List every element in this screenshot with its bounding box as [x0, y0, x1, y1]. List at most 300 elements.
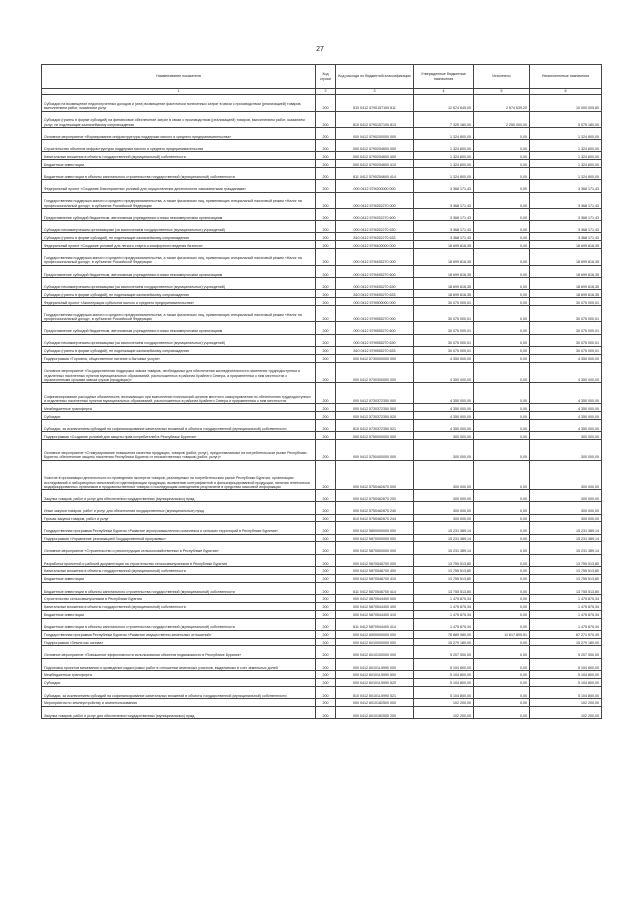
- table-row: [42, 706, 602, 718]
- row-approved: 102 200,00: [414, 706, 474, 718]
- row-kbk: 000 0412 579I200000 000: [336, 180, 414, 192]
- row-approved: 5 104 800,00: [414, 670, 474, 678]
- row-executed: 0,00: [474, 180, 530, 192]
- row-name: Строительство объектов инфраструктуры поддержки малого и среднего предпринимательства: [42, 140, 316, 152]
- row-remaining: 300 000,00: [530, 514, 602, 522]
- row-executed: 0,00: [474, 241, 530, 249]
- row-executed: 0,00: [474, 460, 530, 489]
- row-executed: 0,00: [474, 686, 530, 698]
- row-code: 200: [316, 221, 336, 233]
- table-row: [42, 265, 602, 277]
- row-code: 200: [316, 630, 336, 638]
- table-row: [42, 128, 602, 140]
- row-code: 200: [316, 698, 336, 706]
- row-executed: 0,00: [474, 618, 530, 630]
- row-code: 200: [316, 706, 336, 718]
- table-row: [42, 502, 602, 514]
- row-kbk: 810 0412 5790157100 813: [336, 111, 414, 128]
- table-row: [42, 362, 602, 383]
- row-code: 200: [316, 432, 336, 440]
- row-executed: 2 250 000,00: [474, 111, 530, 128]
- row-approved: 3 368 171,43: [414, 221, 474, 233]
- row-code: 200: [316, 490, 336, 502]
- row-approved: 3 368 171,43: [414, 192, 474, 209]
- row-executed: 0,00: [474, 582, 530, 594]
- row-remaining: 300 000,00: [530, 460, 602, 489]
- row-executed: 0,00: [474, 534, 530, 542]
- row-approved: 300 000,00: [414, 432, 474, 440]
- table-row: [42, 610, 602, 618]
- row-code: 200: [316, 419, 336, 431]
- row-executed: 0,00: [474, 305, 530, 322]
- row-kbk: 000 0412 5870544400 000: [336, 594, 414, 602]
- row-code: 200: [316, 411, 336, 419]
- table-row: [42, 95, 602, 112]
- row-kbk: 000 0412 6010182500 200: [336, 706, 414, 718]
- row-approved: 5 104 800,00: [414, 686, 474, 698]
- row-name: Государственная программа Республики Бурятия «Развитие имущественно-земельных отношений»: [42, 630, 316, 638]
- row-approved: 12 674 645,00: [414, 95, 474, 112]
- row-remaining: 3 368 171,43: [530, 180, 602, 192]
- row-kbk: 000 0412 5790254600 400: [336, 152, 414, 160]
- row-code: 200: [316, 160, 336, 168]
- row-remaining: 5 104 800,00: [530, 658, 602, 670]
- table-row: [42, 404, 602, 412]
- row-name: Прочая закупка товаров, работ и услуг: [42, 514, 316, 522]
- row-kbk: 000 0412 5870544400 410: [336, 610, 414, 618]
- row-code: 200: [316, 140, 336, 152]
- row-code: 200: [316, 383, 336, 404]
- budget-execution-table: [41, 64, 602, 719]
- row-kbk: 000 0412 579I400000 000: [336, 241, 414, 249]
- table-row: [42, 233, 602, 241]
- table-row: [42, 522, 602, 534]
- row-kbk: 000 0412 60101L5990 000: [336, 658, 414, 670]
- column-number: 5: [474, 89, 530, 95]
- row-kbk: 000 0412 5730372350 000: [336, 383, 414, 404]
- table-row: [42, 514, 602, 522]
- row-approved: 5 207 000,00: [414, 646, 474, 658]
- row-name: Субсидии (гранты в форме субсидий), не подлежащие казначейскому сопровождению: [42, 346, 316, 354]
- row-kbk: 000 0412 6010000000 000: [336, 638, 414, 646]
- table-row: [42, 602, 602, 610]
- row-approved: 15 231 389,14: [414, 522, 474, 534]
- table-row: [42, 698, 602, 706]
- row-executed: 11 617 809,51: [474, 630, 530, 638]
- row-approved: 102 200,00: [414, 698, 474, 706]
- row-remaining: 4 350 000,00: [530, 404, 602, 412]
- row-code: 200: [316, 566, 336, 574]
- row-approved: 18 699 816,35: [414, 277, 474, 289]
- row-name: Подпрограмма «Земля как основа»: [42, 638, 316, 646]
- row-remaining: 18 699 816,35: [530, 277, 602, 289]
- row-remaining: 3 368 171,43: [530, 209, 602, 221]
- row-kbk: 000 0412 579I555270 630: [336, 334, 414, 346]
- row-remaining: 1 324 800,00: [530, 152, 602, 160]
- row-code: 200: [316, 265, 336, 277]
- row-remaining: 5 104 800,00: [530, 686, 602, 698]
- row-code: 200: [316, 192, 336, 209]
- row-code: 200: [316, 618, 336, 630]
- row-executed: 0,00: [474, 502, 530, 514]
- row-executed: 0,00: [474, 566, 530, 574]
- row-name: Субсидии: [42, 678, 316, 686]
- row-code: 200: [316, 686, 336, 698]
- row-kbk: 000 0412 5870500000 000: [336, 542, 414, 554]
- row-executed: 0,00: [474, 322, 530, 334]
- row-code: 200: [316, 404, 336, 412]
- row-name: Государственная поддержка малого и среднего предпринимательства, а также физических лиц, применяющих специальный налоговый режим «Налог на профессиональный доход», в субъектах Российской Федерации: [42, 305, 316, 322]
- row-approved: 4 350 000,00: [414, 383, 474, 404]
- row-name: Бюджетные инвестиции: [42, 160, 316, 168]
- row-remaining: 300 000,00: [530, 432, 602, 440]
- row-remaining: 300 000,00: [530, 502, 602, 514]
- row-name: Разработка проектной и рабочей документации на строительство сельхозвыпускников в Республике Бурятия: [42, 554, 316, 566]
- row-approved: 1 324 800,00: [414, 168, 474, 180]
- row-kbk: 000 0412 5730300000 000: [336, 362, 414, 383]
- column-number: 4: [414, 89, 474, 95]
- row-remaining: 13 755 513,80: [530, 582, 602, 594]
- row-remaining: 30 075 000,01: [530, 305, 602, 322]
- row-code: 200: [316, 542, 336, 554]
- row-remaining: 1 324 800,00: [530, 140, 602, 152]
- row-approved: 18 699 816,35: [414, 265, 474, 277]
- page-number: 27: [316, 46, 324, 53]
- row-executed: 0,00: [474, 140, 530, 152]
- table-row: [42, 432, 602, 440]
- table-row: [42, 334, 602, 346]
- row-approved: 5 104 800,00: [414, 658, 474, 670]
- row-name: Закупка товаров, работ и услуг для обеспечения государственных (муниципальных) нужд: [42, 490, 316, 502]
- row-approved: 1 475 875,34: [414, 618, 474, 630]
- header-remaining: Неисполненные назначения: [530, 65, 602, 89]
- row-remaining: 4 350 000,00: [530, 383, 602, 404]
- table-row: [42, 277, 602, 289]
- row-executed: 0,00: [474, 670, 530, 678]
- row-name: Подпрограмма «Торговля, общественное питание и бытовые услуги»: [42, 354, 316, 362]
- row-name: Капитальные вложения в объекты государственной (муниципальной) собственности: [42, 566, 316, 574]
- row-approved: 13 755 513,80: [414, 554, 474, 566]
- row-remaining: 18 699 816,35: [530, 265, 602, 277]
- row-code: 200: [316, 168, 336, 180]
- table-row: [42, 582, 602, 594]
- row-kbk: 000 0412 579I555270 600: [336, 322, 414, 334]
- row-approved: 30 075 000,01: [414, 305, 474, 322]
- row-executed: 0,00: [474, 221, 530, 233]
- row-executed: 0,00: [474, 249, 530, 266]
- row-kbk: 000 0412 5790200000 000: [336, 128, 414, 140]
- row-code: 200: [316, 249, 336, 266]
- row-executed: 0,00: [474, 698, 530, 706]
- row-name: Основное мероприятие «Стимулирование повышения качества продукции, товаров (работ, услуг), предоставляемых на потребительском рынке Республики Бурятия, обеспечение защиты населения Республики Бурятия от некачественных товаров (работ, услуг)»: [42, 439, 316, 460]
- row-kbk: 000 0412 5730372350 500: [336, 404, 414, 412]
- table-row: [42, 630, 602, 638]
- row-kbk: 000 0412 5870000000 000: [336, 534, 414, 542]
- row-name: Федеральный проект «Создание условий для легкого старта и комфортного ведения бизнеса»: [42, 241, 316, 249]
- header-name: Наименование показателя: [42, 65, 316, 89]
- row-approved: 18 699 816,35: [414, 290, 474, 298]
- row-remaining: 102 200,00: [530, 706, 602, 718]
- row-executed: 0,00: [474, 334, 530, 346]
- row-kbk: 000 0412 5790254600 410: [336, 160, 414, 168]
- row-kbk: 000 0412 5730000000 000: [336, 354, 414, 362]
- row-remaining: 102 200,00: [530, 698, 602, 706]
- header-row: [42, 65, 602, 89]
- row-remaining: 5 207 000,00: [530, 646, 602, 658]
- row-approved: 30 075 000,01: [414, 346, 474, 354]
- row-approved: 1 475 875,34: [414, 602, 474, 610]
- row-executed: 0,00: [474, 160, 530, 168]
- row-approved: 4 350 000,00: [414, 419, 474, 431]
- row-remaining: 13 755 513,80: [530, 566, 602, 574]
- row-kbk: 000 0412 6010182500 000: [336, 698, 414, 706]
- row-code: 200: [316, 439, 336, 460]
- row-remaining: 5 104 800,00: [530, 678, 602, 686]
- row-name: Субсидии (гранты в форме субсидий) на финансовое обеспечение затрат в связи с производством (реализацией) товаров, выполнением работ, оказанием услуг, не подлежащие казначейскому сопровождению: [42, 111, 316, 128]
- row-executed: 0,00: [474, 646, 530, 658]
- row-executed: 0,00: [474, 297, 530, 305]
- table-row: [42, 297, 602, 305]
- table-row: [42, 192, 602, 209]
- row-approved: 300 000,00: [414, 502, 474, 514]
- row-remaining: 1 475 875,34: [530, 610, 602, 618]
- row-approved: 300 000,00: [414, 439, 474, 460]
- table-row: [42, 305, 602, 322]
- row-code: 200: [316, 362, 336, 383]
- row-kbk: 000 0412 5750400000 000: [336, 439, 414, 460]
- row-remaining: 67 271 970,49: [530, 630, 602, 638]
- row-remaining: 15 279 180,00: [530, 638, 602, 646]
- row-remaining: 3 368 171,43: [530, 221, 602, 233]
- row-code: 200: [316, 460, 336, 489]
- table-row: [42, 322, 602, 334]
- table-body: [42, 95, 602, 719]
- row-code: 200: [316, 346, 336, 354]
- row-executed: 0,00: [474, 514, 530, 522]
- row-name: Бюджетные инвестиции в объекты капитального строительства государственной (муниципальной) собственности: [42, 168, 316, 180]
- row-executed: 0,00: [474, 152, 530, 160]
- row-remaining: 1 324 800,00: [530, 128, 602, 140]
- table-row: [42, 460, 602, 489]
- row-executed: 0,00: [474, 383, 530, 404]
- row-kbk: 811 0412 5870546700 414: [336, 582, 414, 594]
- row-remaining: 13 755 513,80: [530, 554, 602, 566]
- row-code: 200: [316, 582, 336, 594]
- table-row: [42, 411, 602, 419]
- header-kbk: Код расхода по бюджетной классификации: [336, 65, 414, 89]
- row-executed: 0,00: [474, 209, 530, 221]
- table-row: [42, 542, 602, 554]
- table-row: [42, 221, 602, 233]
- row-remaining: 1 475 875,34: [530, 618, 602, 630]
- row-executed: 0,00: [474, 233, 530, 241]
- row-name: Государственная поддержка малого и среднего предпринимательства, а также физических лиц, применяющих специальный налоговый режим «Налог на профессиональный доход», в субъектах Российской Федерации: [42, 249, 316, 266]
- row-kbk: 000 0412 5800000000 000: [336, 522, 414, 534]
- row-code: 200: [316, 180, 336, 192]
- row-code: 200: [316, 678, 336, 686]
- row-code: 200: [316, 152, 336, 160]
- row-kbk: 000 0412 5870544400 400: [336, 602, 414, 610]
- row-kbk: 000 0412 579I252270 600: [336, 209, 414, 221]
- row-approved: 15 279 180,00: [414, 638, 474, 646]
- row-kbk: 000 0412 5870546700 000: [336, 554, 414, 566]
- row-kbk: 810 0412 5730372350 521: [336, 419, 414, 431]
- row-code: 200: [316, 277, 336, 289]
- row-code: 200: [316, 241, 336, 249]
- row-approved: 13 755 513,80: [414, 582, 474, 594]
- row-name: Бюджетные инвестиции в объекты капитального строительства государственной (муниципальной) собственности: [42, 618, 316, 630]
- row-remaining: 1 324 800,00: [530, 168, 602, 180]
- row-executed: 0,00: [474, 706, 530, 718]
- row-name: Субсидии, за исключением субсидий на софинансирование капитальных вложений в объекты государственной (муниципальной) собственности: [42, 419, 316, 431]
- row-name: Бюджетные инвестиции: [42, 610, 316, 618]
- row-name: Межбюджетные трансферты: [42, 670, 316, 678]
- row-kbk: 000 0412 5730372350 520: [336, 411, 414, 419]
- row-approved: 3 368 171,43: [414, 209, 474, 221]
- row-approved: 1 475 875,34: [414, 594, 474, 602]
- row-name: Основное мероприятие «Формирование инфраструктуры поддержки малого и среднего предпринимательства»: [42, 128, 316, 140]
- table-row: [42, 152, 602, 160]
- row-executed: 0,00: [474, 610, 530, 618]
- row-name: Государственная поддержка малого и среднего предпринимательства, а также физических лиц, применяющих специальный налоговый режим «Налог на профессиональный доход», в субъектах Российской Федерации: [42, 192, 316, 209]
- row-remaining: 15 231 389,14: [530, 534, 602, 542]
- row-code: 200: [316, 522, 336, 534]
- row-remaining: 18 699 816,35: [530, 241, 602, 249]
- row-name: Субсидии некоммерческим организациям (за исключением государственных (муниципальных) учреждений): [42, 221, 316, 233]
- table-row: [42, 140, 602, 152]
- row-name: Подпрограмма «Создание условий для защиты прав потребителей в Республике Бурятия»: [42, 432, 316, 440]
- row-executed: 0,00: [474, 265, 530, 277]
- row-executed: 0,00: [474, 404, 530, 412]
- row-code: 200: [316, 111, 336, 128]
- row-name: Предоставление субсидий бюджетным, автономным учреждениям и иным некоммерческим организациям: [42, 265, 316, 277]
- row-code: 200: [316, 670, 336, 678]
- row-code: 200: [316, 128, 336, 140]
- row-remaining: 1 475 875,34: [530, 594, 602, 602]
- row-approved: 13 755 513,80: [414, 574, 474, 582]
- row-approved: 300 000,00: [414, 514, 474, 522]
- row-kbk: 811 0412 5870544400 414: [336, 618, 414, 630]
- row-remaining: 18 699 816,35: [530, 290, 602, 298]
- row-approved: 18 699 816,35: [414, 241, 474, 249]
- row-code: 200: [316, 658, 336, 670]
- row-executed: 0,00: [474, 290, 530, 298]
- row-kbk: 000 0412 579I555270 000: [336, 305, 414, 322]
- table-row: [42, 419, 602, 431]
- row-remaining: 300 000,00: [530, 490, 602, 502]
- row-name: Предоставление субсидий бюджетным, автономным учреждениям и иным некоммерческим организациям: [42, 209, 316, 221]
- row-kbk: 000 0412 5790254600 000: [336, 140, 414, 152]
- row-kbk: 810 0412 579I555270 633: [336, 346, 414, 354]
- row-remaining: 15 231 389,14: [530, 522, 602, 534]
- table-row: [42, 678, 602, 686]
- row-code: 200: [316, 638, 336, 646]
- table-row: [42, 290, 602, 298]
- row-approved: 15 231 389,14: [414, 542, 474, 554]
- table-row: [42, 383, 602, 404]
- row-kbk: 811 0412 5790254600 414: [336, 168, 414, 180]
- header-executed: Исполнено: [474, 65, 530, 89]
- table-row: [42, 111, 602, 128]
- table-row: [42, 670, 602, 678]
- row-code: 200: [316, 233, 336, 241]
- row-kbk: 000 0412 579I455270 000: [336, 249, 414, 266]
- row-approved: 4 350 000,00: [414, 362, 474, 383]
- row-name: Бюджетные инвестиции: [42, 574, 316, 582]
- row-remaining: 1 475 875,34: [530, 602, 602, 610]
- row-kbk: 810 0412 579I455270 633: [336, 290, 414, 298]
- row-name: Основное мероприятие «Строительство и реконструкция сельскохозяйственных в Республике Бурятия»: [42, 542, 316, 554]
- header-code: Код строки: [316, 65, 336, 89]
- table-row: [42, 168, 602, 180]
- row-executed: 0,00: [474, 346, 530, 354]
- row-name: Мероприятия по землеустройству и землепользованию: [42, 698, 316, 706]
- row-kbk: 810 0412 5790157100 811: [336, 95, 414, 112]
- row-approved: 4 350 000,00: [414, 404, 474, 412]
- row-approved: 3 368 171,43: [414, 233, 474, 241]
- column-number: 1: [42, 89, 316, 95]
- row-remaining: 4 350 000,00: [530, 419, 602, 431]
- row-code: 200: [316, 95, 336, 112]
- row-executed: 0,00: [474, 411, 530, 419]
- row-remaining: 4 350 000,00: [530, 362, 602, 383]
- row-approved: 30 075 000,01: [414, 334, 474, 346]
- row-approved: 30 075 000,01: [414, 297, 474, 305]
- row-name: Подготовка проектов межевания и проведение кадастровых работ в отношении земельных участков, выделяемых в счет земельных долей: [42, 658, 316, 670]
- row-executed: 0,00: [474, 554, 530, 566]
- row-executed: 2 674 639,20: [474, 95, 530, 112]
- row-approved: 13 755 513,80: [414, 566, 474, 574]
- row-remaining: 15 231 389,14: [530, 542, 602, 554]
- row-name: Софинансирование расходных обязательств, возникающих при выполнении полномочий органов местного самоуправления по обеспечению труднодоступных и отдаленных населенных пунктов муниципальных образований, расположенных в районах Крайнего Севера и приравненных к ним местностях: [42, 383, 316, 404]
- row-kbk: 000 0412 6000000000 000: [336, 630, 414, 638]
- row-kbk: 810 0412 579I252270 633: [336, 233, 414, 241]
- column-number: 2: [316, 89, 336, 95]
- table-row: [42, 354, 602, 362]
- row-code: 200: [316, 574, 336, 582]
- row-executed: 0,00: [474, 128, 530, 140]
- row-executed: 0,00: [474, 658, 530, 670]
- row-code: 200: [316, 305, 336, 322]
- row-name: Субсидии (гранты в форме субсидий), не подлежащие казначейскому сопровождению: [42, 233, 316, 241]
- row-executed: 0,00: [474, 638, 530, 646]
- row-remaining: 30 075 000,01: [530, 297, 602, 305]
- row-executed: 0,00: [474, 362, 530, 383]
- table-row: [42, 346, 602, 354]
- row-name: Закупка товаров, работ и услуг для обеспечения государственных (муниципальных) нужд: [42, 706, 316, 718]
- row-executed: 0,00: [474, 594, 530, 602]
- row-remaining: 3 368 171,43: [530, 233, 602, 241]
- row-code: 200: [316, 290, 336, 298]
- row-executed: 0,00: [474, 574, 530, 582]
- row-code: 200: [316, 322, 336, 334]
- row-executed: 0,00: [474, 490, 530, 502]
- row-kbk: 000 0412 579I455270 630: [336, 277, 414, 289]
- row-code: 200: [316, 334, 336, 346]
- row-code: 200: [316, 602, 336, 610]
- table-row: [42, 686, 602, 698]
- row-name: Федеральный проект «Акселерация субъектов малого и среднего предпринимательства»: [42, 297, 316, 305]
- row-code: 200: [316, 594, 336, 602]
- row-kbk: 000 0412 5870546700 410: [336, 574, 414, 582]
- row-remaining: 5 104 800,00: [530, 670, 602, 678]
- row-kbk: 000 0412 60101L5990 520: [336, 678, 414, 686]
- row-kbk: 810 0412 60101L5990 521: [336, 686, 414, 698]
- row-approved: 7 325 180,00: [414, 111, 474, 128]
- row-kbk: 000 0412 579I500000 000: [336, 297, 414, 305]
- table-row: [42, 638, 602, 646]
- row-remaining: 30 075 000,01: [530, 346, 602, 354]
